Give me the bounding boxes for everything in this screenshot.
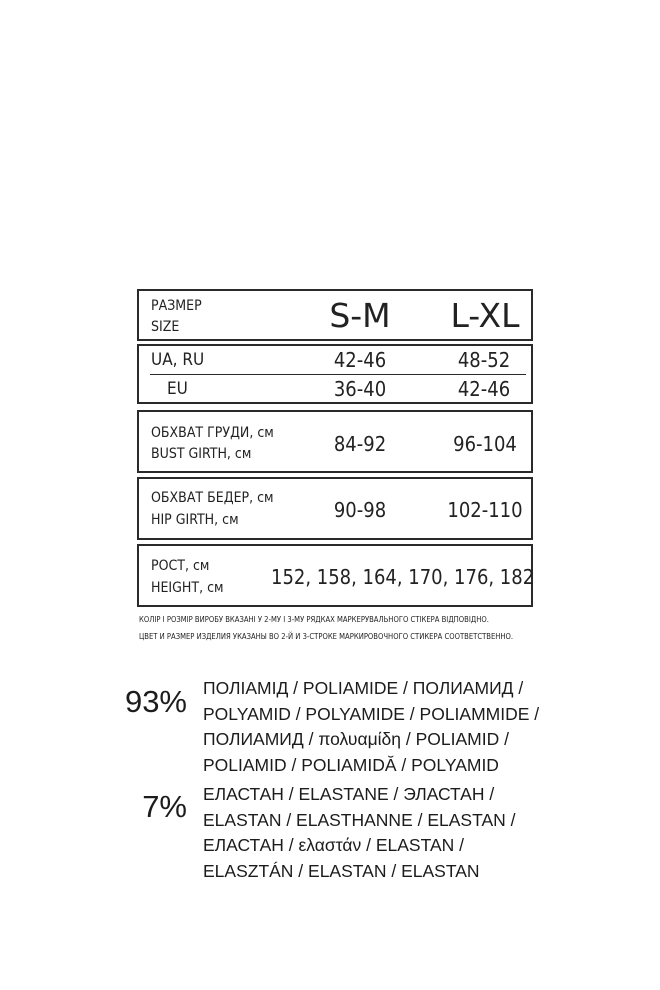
- hip-label-ru: ОБХВАТ БЕДЕР, см: [151, 490, 274, 506]
- hip-lxl: 102-110: [447, 498, 523, 522]
- composition-percent-polyamide: 93%: [124, 684, 187, 719]
- eu-sm: 36-40: [333, 377, 387, 401]
- bust-sm: 84-92: [333, 432, 387, 456]
- bust-label-ru: ОБХВАТ ГРУДИ, см: [151, 425, 274, 441]
- elastane-line: ELASTAN / ELASTHANNE / ELASTAN /: [203, 809, 516, 830]
- polyamide-line: ПОЛИАМИД / πολυαμίδη / POLIAMID /: [203, 729, 509, 750]
- polyamide-line: ПОЛІАМІД / POLIAMIDE / ПОЛИАМИД /: [203, 678, 524, 698]
- hip-sm: 90-98: [333, 498, 387, 522]
- ua-ru-lxl: 48-52: [457, 348, 511, 372]
- row-divider: [150, 374, 526, 375]
- composition-polyamide: [203, 676, 539, 778]
- composition-elastane: [203, 782, 516, 884]
- size-label-ru: РАЗМЕР: [151, 298, 202, 314]
- size-conversion-box: [137, 344, 533, 404]
- note-ua: КОЛІР І РОЗМІР ВИРОБУ ВКАЗАНІ У 2-МУ І 3-МУ РЯДКАХ МАРКЕРУВАЛЬНОГО СТІКЕРА ВІДПОВІДНО.: [139, 615, 489, 624]
- row-label-ua-ru: UA, RU: [151, 350, 205, 370]
- polyamide-line: POLIAMID / POLIAMIDĂ / POLYAMID: [203, 754, 499, 775]
- size-header-box: [137, 289, 533, 341]
- hip-girth-box: [137, 477, 533, 540]
- polyamide-line: POLYAMID / POLYAMIDE / POLIAMMIDE /: [203, 703, 540, 724]
- ua-ru-sm: 42-46: [333, 348, 387, 372]
- row-label-eu: EU: [167, 379, 188, 399]
- elastane-line: ЕЛАСТАН / ελαστάν / ELASTAN /: [203, 835, 465, 856]
- bust-lxl: 96-104: [453, 432, 517, 456]
- header-size-lxl: L-XL: [450, 296, 520, 335]
- height-box: [137, 544, 533, 607]
- height-label-en: HEIGHT, см: [151, 580, 224, 596]
- composition-percent-elastane: 7%: [142, 789, 187, 824]
- elastane-line: ELASZTÁN / ELASTAN / ELASTAN: [203, 860, 480, 881]
- size-label-en: SIZE: [151, 319, 180, 335]
- bust-girth-box: [137, 410, 533, 473]
- bust-label-en: BUST GIRTH, см: [151, 446, 252, 462]
- height-values: 152, 158, 164, 170, 176, 182: [271, 565, 535, 589]
- hip-label-en: HIP GIRTH, см: [151, 512, 239, 528]
- header-size-sm: S-M: [329, 296, 391, 335]
- height-label-ru: РОСТ, см: [151, 558, 210, 574]
- elastane-line: ЕЛАСТАН / ELASTANE / ЭЛАСТАН /: [203, 784, 495, 804]
- eu-lxl: 42-46: [457, 377, 511, 401]
- note-ru: ЦВЕТ И РАЗМЕР ИЗДЕЛИЯ УКАЗАНЫ ВО 2-Й И 3-СТРОКЕ МАРКИРОВОЧНОГО СТИКЕРА СООТВЕТСТВЕННО.: [139, 632, 514, 641]
